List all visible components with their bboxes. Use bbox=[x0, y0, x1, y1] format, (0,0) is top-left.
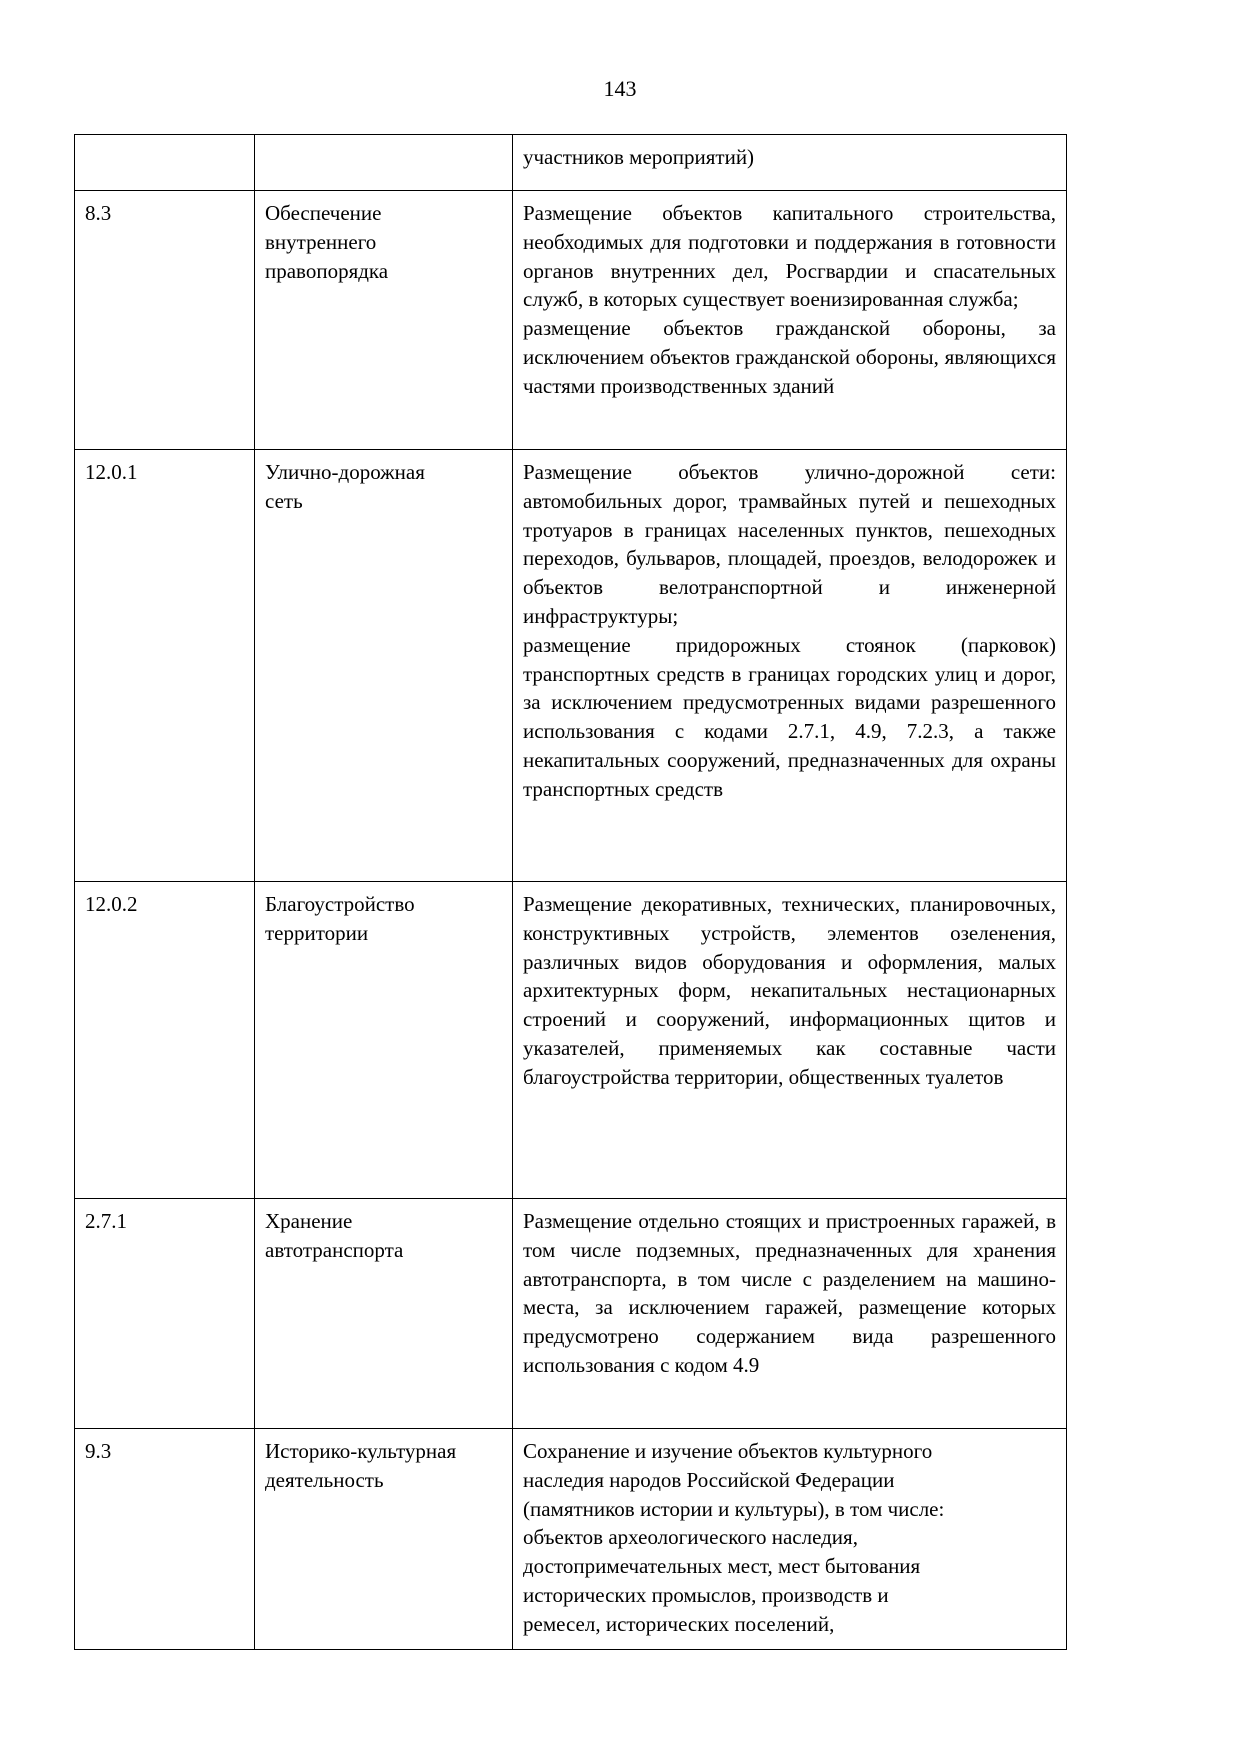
description-line: (памятников истории и культуры), в том числе: bbox=[523, 1496, 945, 1521]
code-cell bbox=[75, 135, 255, 191]
code-cell: 8.3 bbox=[75, 191, 255, 450]
description-line: наследия народов Российской Федерации bbox=[523, 1467, 895, 1492]
description-paragraph: размещение объектов гражданской обороны, за исключением объектов гражданской обороны, являющихся частями производственных зданий bbox=[523, 316, 1056, 398]
table-row bbox=[75, 450, 1067, 882]
description-cell bbox=[513, 191, 1067, 450]
description-cell bbox=[513, 1429, 1067, 1650]
description-cell bbox=[513, 450, 1067, 882]
description-paragraph: размещение придорожных стоянок (парковок) транспортных средств в границах городских улиц и дорог, за исключением предусмотренных видами разрешенного использования с кодами 2.7.1, 4.9, 7.2.3, а также некапитальных сооружений, предназначенных для охраны транспортных средств bbox=[523, 632, 1056, 801]
description-paragraph: Размещение объектов капитального строительства, необходимых для подготовки и поддержания в готовности органов внутренних дел, Росгвардии и спасательных служб, в которых существует военизированная служба; bbox=[523, 201, 1056, 312]
page-number: 143 bbox=[603, 76, 637, 101]
description-paragraph: Размещение отдельно стоящих и пристроенных гаражей, в том числе подземных, предназначенных для хранения автотранспорта, в том числе с разделением на машино-места, за исключением гаражей, размещение которых предусмотрено содержанием вида разрешенного использования с кодом 4.9 bbox=[523, 1209, 1056, 1377]
description-line: достопримечательных мест, мест бытования bbox=[523, 1554, 921, 1579]
land-use-table bbox=[74, 134, 1067, 1650]
description-cell bbox=[513, 135, 1067, 191]
description-paragraph: участников мероприятий) bbox=[523, 145, 755, 169]
code-cell: 12.0.1 bbox=[75, 450, 255, 882]
code-cell: 2.7.1 bbox=[75, 1199, 255, 1429]
description-line: исторических промыслов, производств и bbox=[523, 1582, 889, 1607]
description-paragraph: Размещение объектов улично-дорожной сети: автомобильных дорог, трамвайных путей и пешеходных тротуаров в границах населенных пунктов, пешеходных переходов, бульваров, площадей, проездов, велодорожек и объектов велотранспортной и инженерной инфраструктуры; bbox=[523, 460, 1056, 628]
code-cell: 12.0.2 bbox=[75, 882, 255, 1199]
name-cell: Хранение автотранспорта bbox=[255, 1199, 513, 1429]
table-row bbox=[75, 882, 1067, 1199]
name-cell bbox=[255, 135, 513, 191]
table-row bbox=[75, 1199, 1067, 1429]
table-row bbox=[75, 135, 1067, 191]
name-cell: Историко-культурная деятельность bbox=[255, 1429, 513, 1650]
description-line: Сохранение и изучение объектов культурного bbox=[523, 1439, 933, 1463]
code-cell: 9.3 bbox=[75, 1429, 255, 1650]
table-row bbox=[75, 1429, 1067, 1650]
table-row bbox=[75, 191, 1067, 450]
name-cell: Обеспечение внутреннего правопорядка bbox=[255, 191, 513, 450]
description-paragraph: Размещение декоративных, технических, планировочных, конструктивных устройств, элементов озеленения, различных видов оборудования и оформления, малых архитектурных форм, некапитальных нестационарных строений и сооружений, информационных щитов и указателей, применяемых как составные части благоустройства территории, общественных туалетов bbox=[523, 892, 1056, 1089]
description-line: ремесел, исторических поселений, bbox=[523, 1611, 835, 1636]
name-cell: Благоустройство территории bbox=[255, 882, 513, 1199]
description-cell bbox=[513, 1199, 1067, 1429]
description-line: объектов археологического наследия, bbox=[523, 1525, 858, 1550]
name-cell: Улично-дорожная сеть bbox=[255, 450, 513, 882]
description-cell bbox=[513, 882, 1067, 1199]
